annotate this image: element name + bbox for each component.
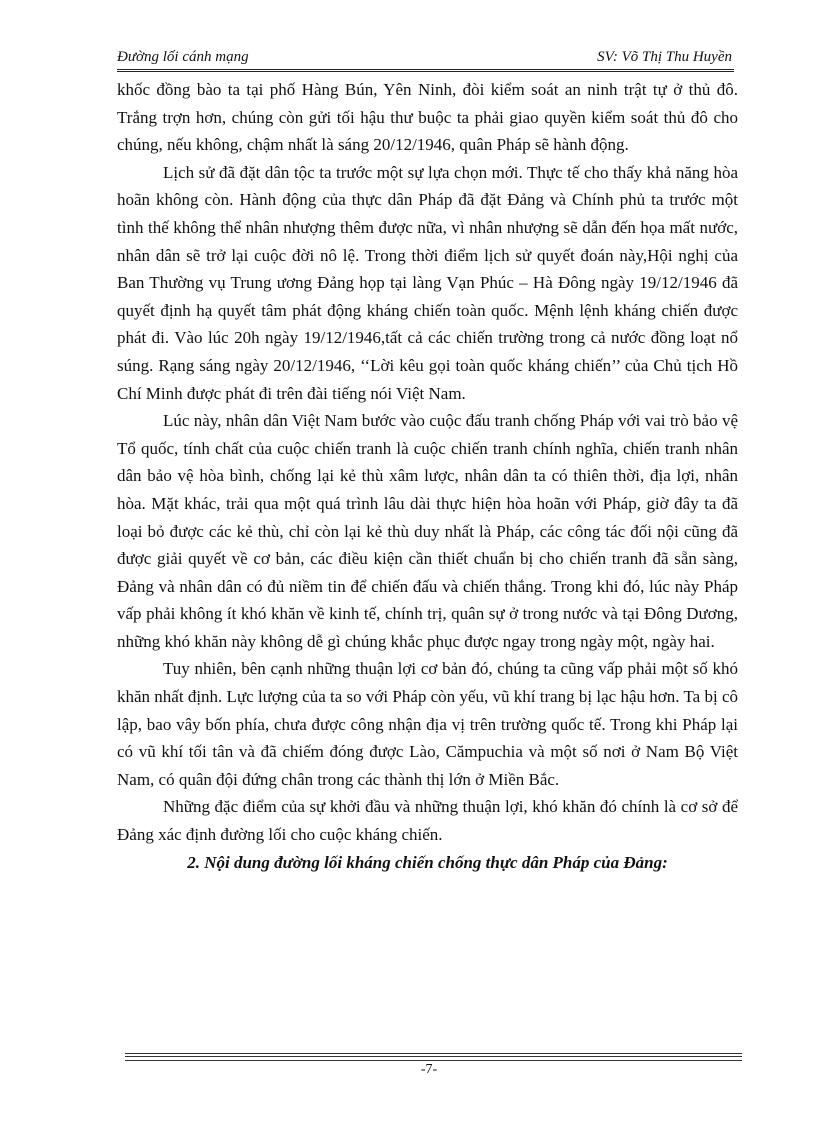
document-body <box>117 76 738 877</box>
paragraph-advantages: Lúc này, nhân dân Việt Nam bước vào cuộc đấu tranh chống Pháp với vai trò bảo vệ Tổ quốc, tính chất của cuộc chiến tranh là cuộc chiến tranh chính nghĩa, chiến tranh nhân dân bảo vệ hòa bình, chống lại kẻ thù xâm lược, nhân dân ta có thiên thời, địa lợi, nhân hòa. Mặt khác, trải qua một quá trình lâu dài thực hiện hòa hoãn với Pháp, giờ đây ta đã loại bỏ được các kẻ thù, chỉ còn lại kẻ thù duy nhất là Pháp, các công tác đối nội cũng đã được giải quyết về cơ bản, các điều kiện cần thiết chuẩn bị cho chiến tranh đã sẵn sàng, Đảng và nhân dân có đủ niềm tin để chiến đấu và chiến thắng. Trong khi đó, lúc này Pháp vấp phải không ít khó khăn về kinh tế, chính trị, quân sự ở trong nước và tại Đông Dương, những khó khăn này không dễ gì chúng khắc phục được ngay trong ngày một, ngày hai. <box>117 411 738 651</box>
page-number: -7- <box>420 1062 438 1077</box>
paragraph-difficulties: Tuy nhiên, bên cạnh những thuận lợi cơ bản đó, chúng ta cũng vấp phải một số khó khăn nhất định. Lực lượng của ta so với Pháp còn yếu, vũ khí trang bị lạc hậu hơn. Ta bị cô lập, bao vây bốn phía, chưa được công nhận địa vị trên trường quốc tế. Trong khi Pháp lại có vũ khí tối tân và đã chiếm đóng được Lào, Cămpuchia và một số nơi ở Nam Bộ Việt Nam, có quân đội đứng chân trong các thành thị lớn ở Miền Bắc. <box>117 659 738 789</box>
header-student-name: SV: Võ Thị Thu Huyền <box>597 49 732 65</box>
paragraph-conclusion: Những đặc điểm của sự khởi đầu và những thuận lợi, khó khăn đó chính là cơ sở để Đảng xác định đường lối cho cuộc kháng chiến. <box>117 797 738 845</box>
paragraph-continued: khốc đồng bào ta tại phố Hàng Bún, Yên Ninh, đòi kiểm soát an ninh trật tự ở thủ đô. Trắng trợn hơn, chúng còn gửi tối hậu thư buộc ta phải giao quyền kiểm soát thủ đô cho chúng, nếu không, chậm nhất là sáng 20/12/1946, quân Pháp sẽ hành động. <box>117 80 738 155</box>
footer-divider <box>125 1053 742 1061</box>
section-heading: 2. Nội dung đường lối kháng chiến chống thực dân Pháp của Đảng: <box>187 852 668 872</box>
paragraph-history-choice: Lịch sử đã đặt dân tộc ta trước một sự lựa chọn mới. Thực tế cho thấy khả năng hòa hoãn không còn. Hành động của thực dân Pháp đã đặt Đảng và Chính phủ ta trước một tình thế không thể nhân nhượng thêm được nữa, vì nhân nhượng sẽ dẫn đến họa mất nước, nhân dân sẽ trở lại cuộc đời nô lệ. Trong thời điểm lịch sử quyết đoán này,Hội nghị của Ban Thường vụ Trung ương Đảng họp tại làng Vạn Phúc – Hà Đông ngày 19/12/1946 đã quyết định hạ quyết tâm phát động kháng chiến toàn quốc. Mệnh lệnh kháng chiến được phát đi. Vào lúc 20h ngày 19/12/1946,tất cả các chiến trường trong cả nước đồng loạt nổ súng. Rạng sáng ngày 20/12/1946, ‘‘Lời kêu gọi toàn quốc kháng chiến’’ của Chủ tịch Hồ Chí Minh được phát đi trên đài tiếng nói Việt Nam. <box>117 162 738 403</box>
page-header <box>117 47 734 72</box>
header-course-title: Đường lối cánh mạng <box>117 49 249 65</box>
